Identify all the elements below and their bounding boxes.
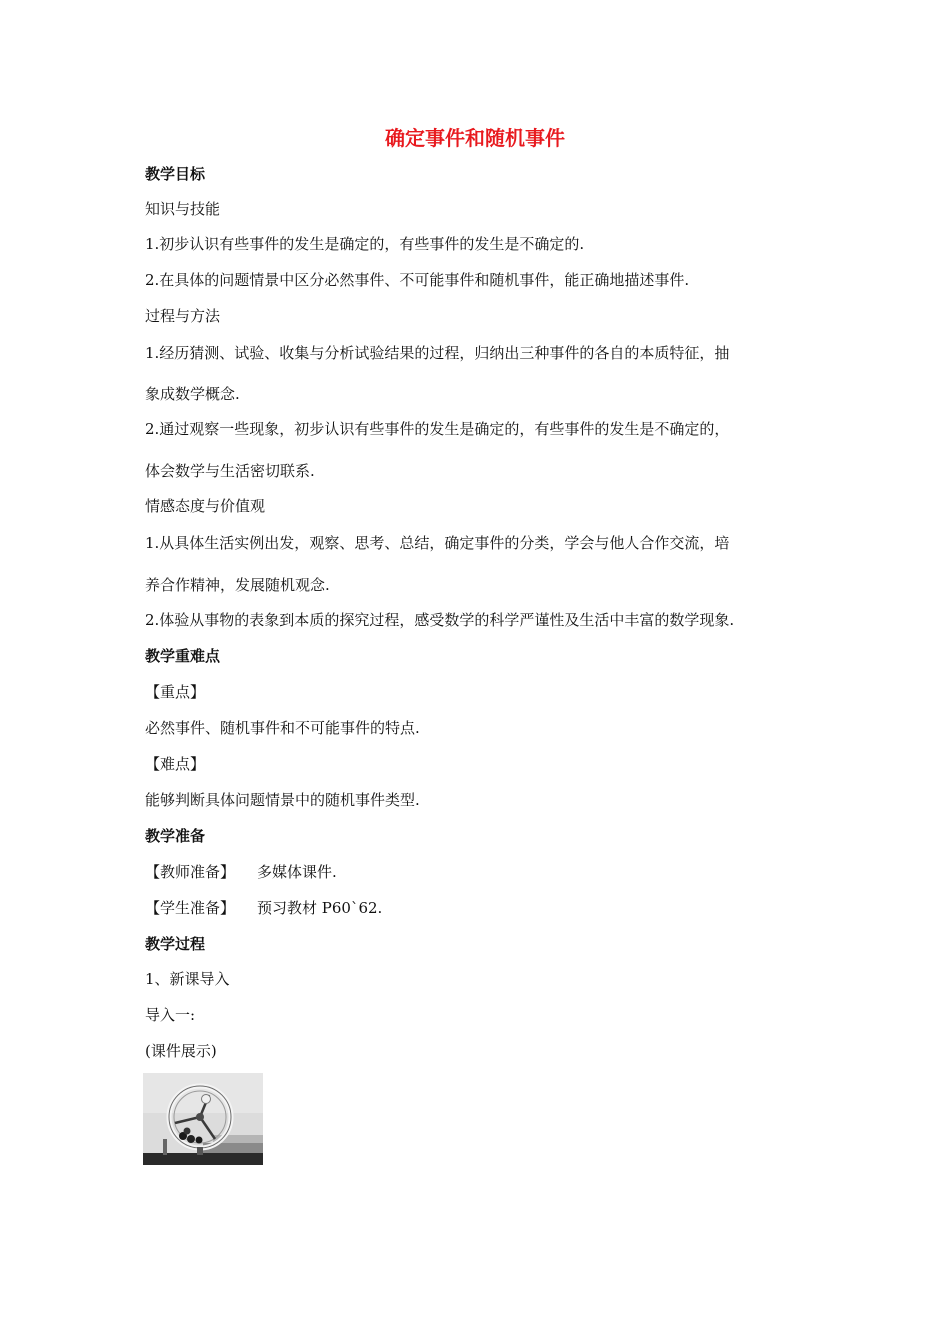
paragraph: 养合作精神，发展随机观念. (145, 576, 330, 594)
heading-preparation: 教学准备 (145, 827, 206, 845)
paragraph: 能够判断具体问题情景中的随机事件类型. (145, 791, 420, 809)
teacher-prep-value: 多媒体课件. (257, 863, 337, 881)
paragraph: 体会数学与生活密切联系. (145, 462, 315, 480)
paragraph: 必然事件、随机事件和不可能事件的特点. (145, 719, 420, 737)
label-difficulty: 【难点】 (145, 755, 206, 773)
courseware-display: (课件展示) (145, 1042, 217, 1060)
label-key-point: 【重点】 (145, 683, 206, 701)
paragraph: 象成数学概念. (145, 385, 240, 403)
paragraph: 1.初步认识有些事件的发生是确定的，有些事件的发生是不确定的. (145, 235, 585, 253)
heading-teaching-goals: 教学目标 (145, 165, 206, 183)
teacher-prep-label: 【教师准备】 (145, 863, 236, 881)
paragraph: 1.从具体生活实例出发，观察、思考、总结，确定事件的分类，学会与他人合作交流，培 (145, 534, 730, 552)
paragraph: 2.体验从事物的表象到本质的探究过程，感受数学的科学严谨性及生活中丰富的数学现象. (145, 611, 735, 629)
teacher-prep-line (145, 862, 815, 882)
student-prep-value: 预习教材 P60`62. (257, 899, 383, 917)
subheading-attitudes-values: 情感态度与价值观 (145, 497, 266, 515)
document-title: 确定事件和随机事件 (385, 126, 565, 150)
lottery-drum-illustration (143, 1073, 263, 1165)
paragraph: 1.经历猜测、试验、收集与分析试验结果的过程，归纳出三种事件的各自的本质特征，抽 (145, 344, 730, 362)
paragraph: 2.通过观察一些现象，初步认识有些事件的发生是确定的，有些事件的发生是不确定的， (145, 420, 730, 438)
paragraph: 2.在具体的问题情景中区分必然事件、不可能事件和随机事件，能正确地描述事件. (145, 271, 690, 289)
student-prep-line (145, 898, 815, 918)
lottery-drum-photo (143, 1073, 263, 1165)
intro-one: 导入一: (145, 1006, 196, 1024)
subheading-knowledge-skills: 知识与技能 (145, 200, 221, 218)
heading-teaching-process: 教学过程 (145, 935, 206, 953)
subheading-process-methods: 过程与方法 (145, 307, 221, 325)
student-prep-label: 【学生准备】 (145, 899, 236, 917)
heading-key-points: 教学重难点 (145, 647, 221, 665)
section-new-lesson: 1、新课导入 (145, 970, 230, 988)
